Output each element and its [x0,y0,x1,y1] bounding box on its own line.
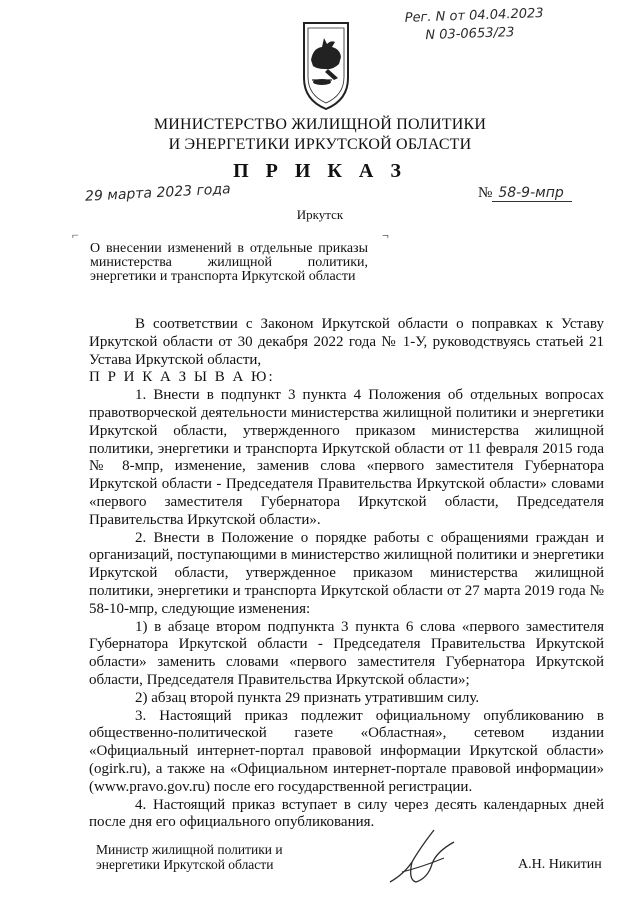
paragraph-1: 1. Внести в подпункт 3 пункта 4 Положения об отдельных вопросах правотворческой деятельности министерства жилищной политики и энергетики Иркутской области, утвержденного приказом министерства жилищной политики, энергетики и транспорта Иркутской области от 11 февраля 2015 года № 8-мпр, изменение, заменив слова «первого заместителя Губернатора Иркутской области - Председателя Правительства Иркутской области» словами «первого заместителя Губернатора Иркутской области, Председателя Правительства Иркутской области». [89,387,604,528]
paragraph-3: 3. Настоящий приказ подлежит официальному опубликованию в общественно-политической газете «Областная», сетевом издании «Официальный интернет-портал правовой информации Иркутской области» (ogirk.ru), а также на «Официальном интернет-портале правовой информации» (www.pravo.gov.ru) после его государственной регистрации. [89,707,604,795]
paragraph-2-2: 2) абзац второй пункта 29 признать утратившим силу. [135,689,480,706]
document-body [89,316,604,832]
coat-of-arms-icon [298,20,354,112]
registration-line-2: N 03-0653/23 [425,25,515,44]
document-subject: О внесении изменений в отдельные приказы министерства жилищной политики, энергетики и транспорта Иркутской области [90,241,368,284]
number-prefix: № [478,185,493,201]
document-type: П Р И К А З [233,160,407,182]
signatory-position-line-1: Министр жилищной политики и [96,842,283,857]
paragraph-intro: В соответствии с Законом Иркутской области о поправках к Уставу Иркутской области от 30 декабря 2022 года № 1-У, руководствуясь статьей 21 Устава Иркутской области, [89,316,604,368]
signatory-position-line-2: энергетики Иркутской области [96,856,274,872]
signatory-name: А.Н. Никитин [518,857,602,872]
handwritten-signature [382,822,462,892]
signatory-position [96,843,283,872]
ministry-line-2: И ЭНЕРГЕТИКИ ИРКУТСКОЙ ОБЛАСТИ [168,136,472,153]
corner-mark-left: ⌐ [72,228,79,242]
document-number [478,185,572,202]
document-date: 29 марта 2023 года [84,181,232,205]
paragraph-4: 4. Настоящий приказ вступает в силу через десять календарных дней после дня его официального опубликования. [89,796,604,831]
corner-mark-right: ¬ [382,228,389,242]
ministry-line-1: МИНИСТЕРСТВО ЖИЛИЩНОЙ ПОЛИТИКИ [153,116,487,133]
city: Иркутск [296,207,344,222]
registration-stamp [404,2,625,46]
paragraph-2: 2. Внести в Положение о порядке работы с обращениями граждан и организаций, поступающими в министерство жилищной политики и энергетики Иркутской области, утвержденное приказом министерства жилищной политики, энергетики и транспорта Иркутской области от 27 марта 2019 года № 58-10-мпр, следующие изменения: [89,529,604,617]
registration-line-1: Рег. N от 04.04.2023 [404,6,544,26]
paragraph-2-1: 1) в абзаце втором подпункта 3 пункта 6 слова «первого заместителя Губернатора Иркутской области - Председателя Правительства Иркутской области» заменить словами «первого заместителя Губернатора Иркутской области, Председателя Правительства Иркутской области»; [89,618,604,688]
order-word: П Р И К А З Ы В А Ю: [89,369,275,386]
ministry-name [0,115,640,155]
number-value: 58-9-мпр [492,185,571,202]
